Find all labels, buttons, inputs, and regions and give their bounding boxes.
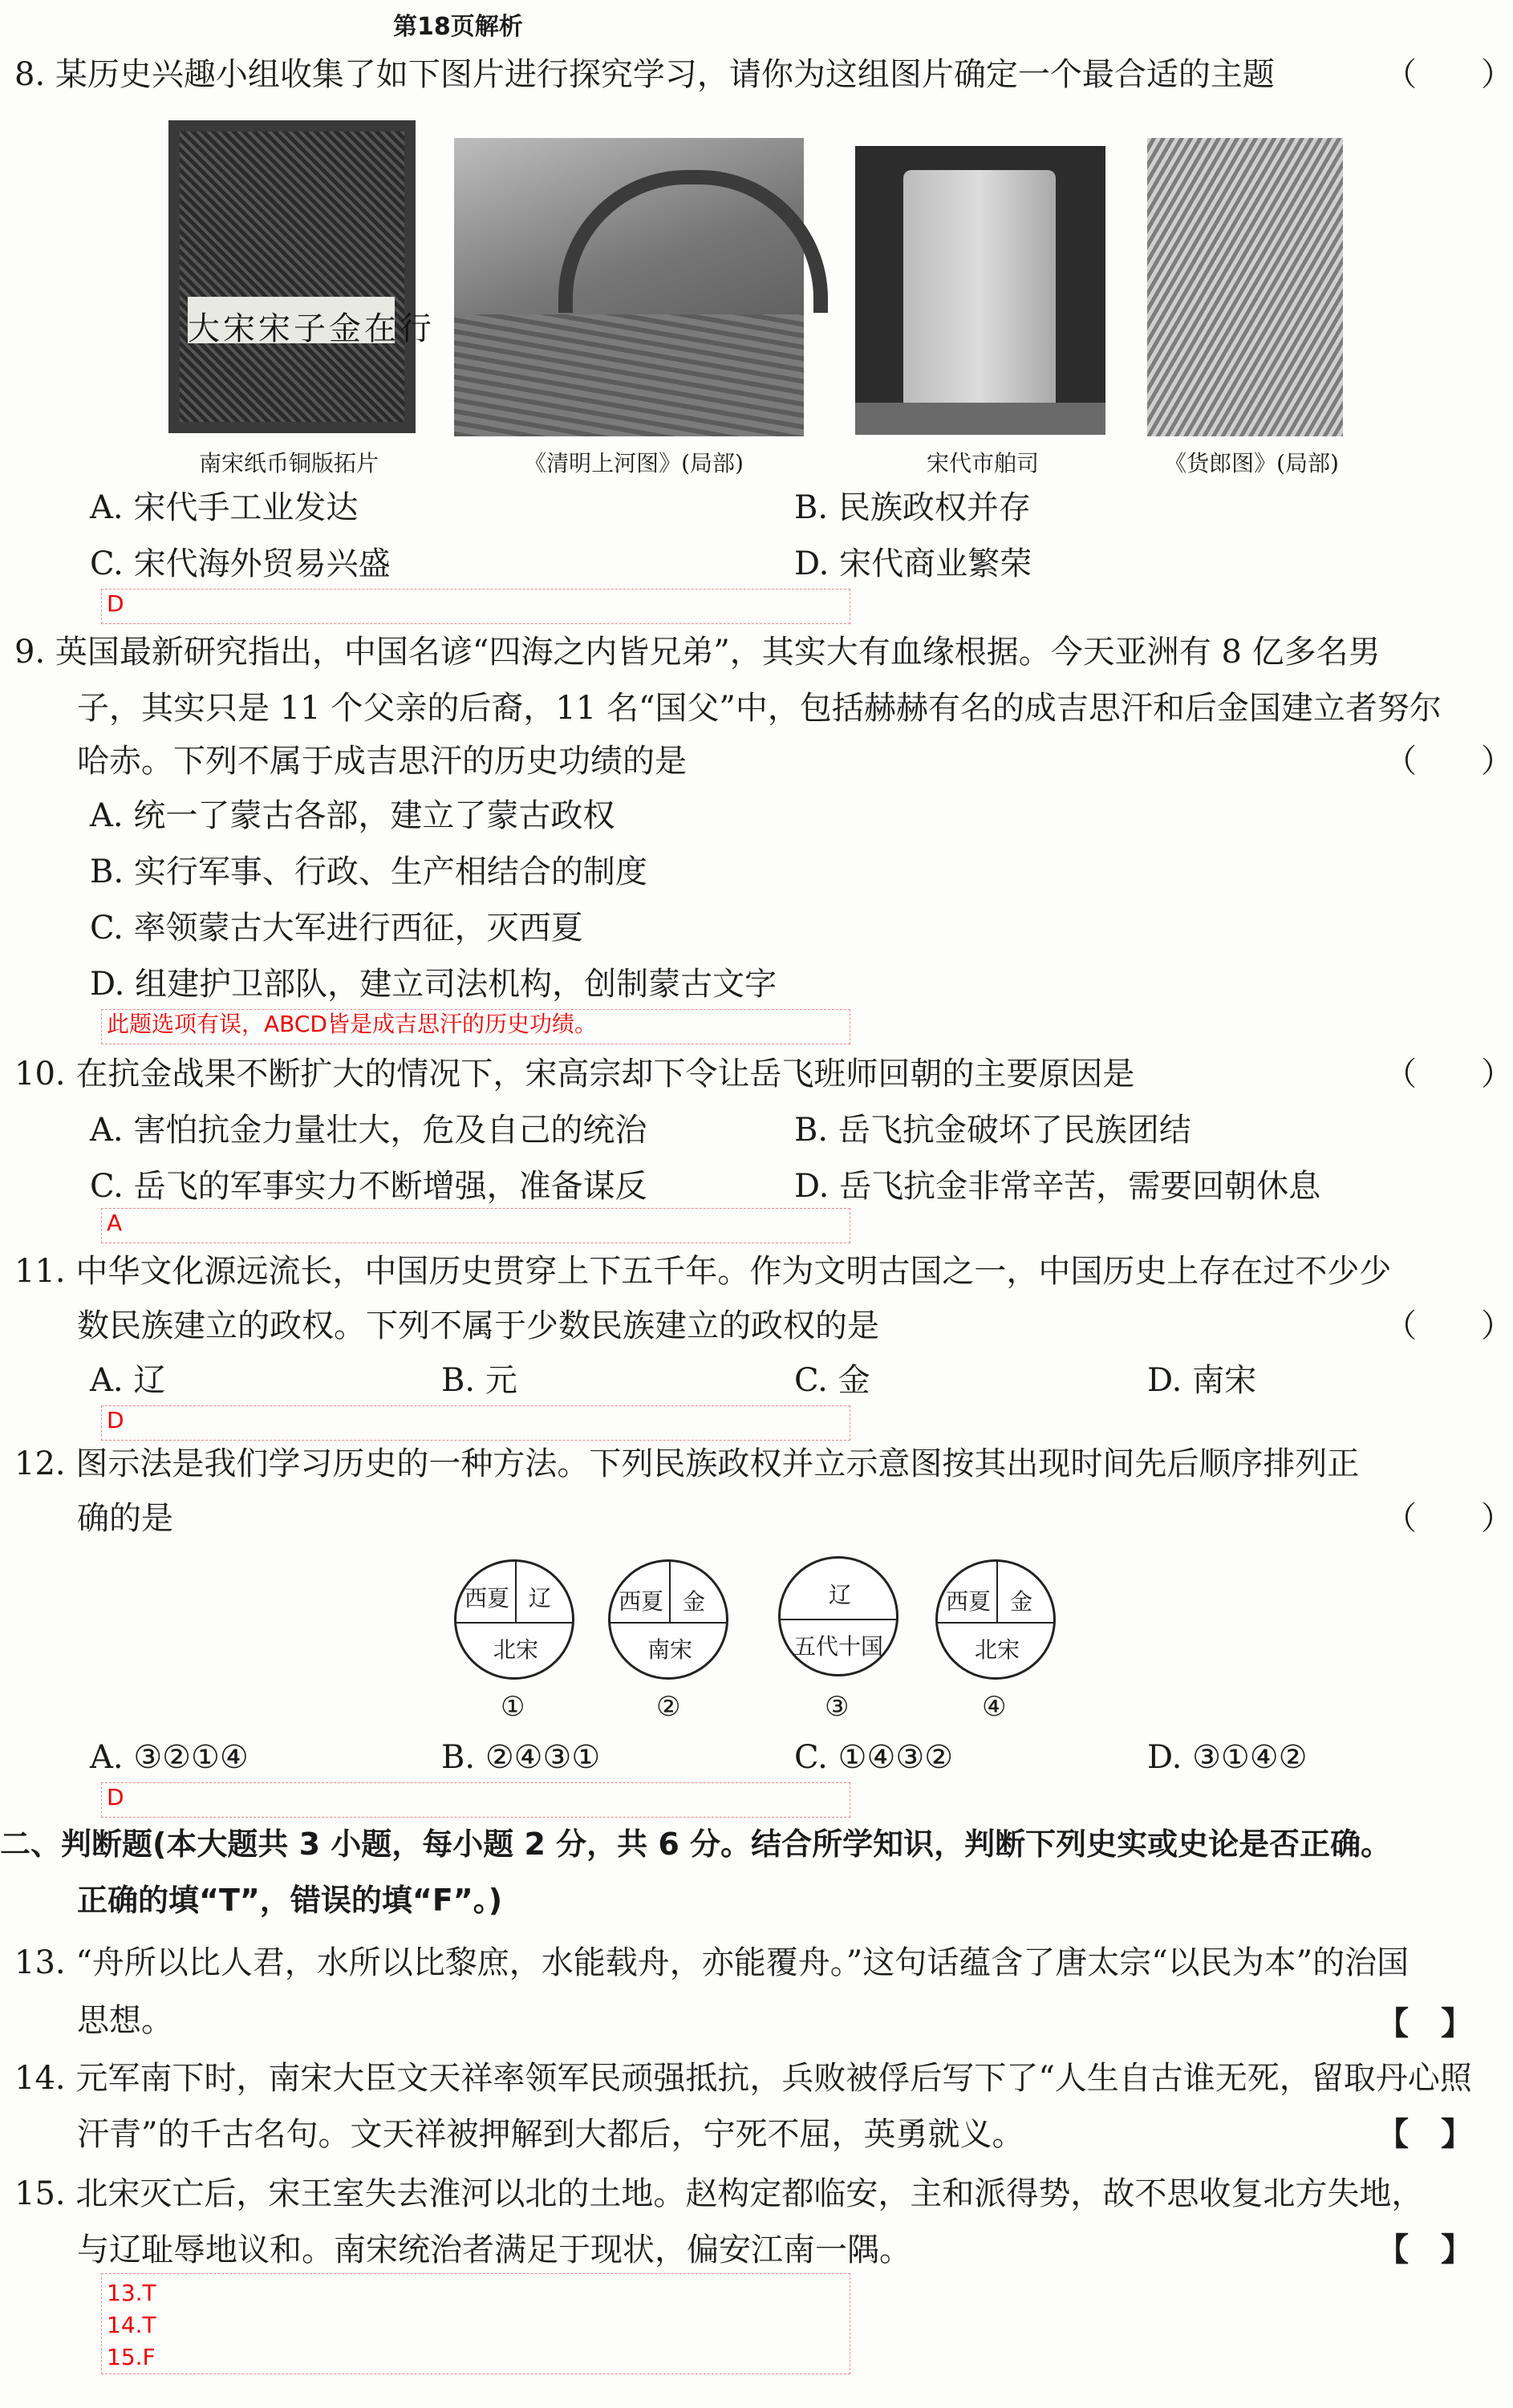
diagram-label: 辽 xyxy=(829,1582,852,1608)
question-14-stem: 14. 元军南下时，南宋大臣文天祥率领军民顽强抵抗，兵败被俘后写下了“人生自古谁无死，留取丹心照 xyxy=(14,2060,1472,2097)
option-b: B. ②④③① xyxy=(441,1739,601,1776)
question-13-stem: 13. “舟所以比人君，水所以比黎庶，水能载舟，亦能覆舟。”这句话蕴含了唐太宗“以民为本”的治国 xyxy=(14,1944,1410,1981)
judge-answer: 15.F xyxy=(107,2344,156,2370)
question-9-stem: 子，其实只是 11 个父亲的后裔，11 名“国父”中，包括赫赫有名的成吉思汗和后金国建立者努尔 xyxy=(77,690,1442,727)
option-d: D. 岳飞抗金非常辛苦，需要回朝休息 xyxy=(794,1168,1321,1205)
answer-paren: （ ） xyxy=(1385,1056,1513,1093)
answer-box: A xyxy=(101,1208,850,1243)
option-a: A. 辽 xyxy=(90,1362,166,1399)
answer-bracket: 【 】 xyxy=(1377,2115,1473,2153)
question-9-stem: 哈赤。下列不属于成吉思汗的历史功绩的是 xyxy=(77,743,687,780)
question-12-stem: 12. 图示法是我们学习历史的一种方法。下列民族政权并立示意图按其出现时间先后顺序排列正 xyxy=(14,1445,1360,1482)
shipping-office-stele-image xyxy=(855,146,1105,435)
option-c: C. 率领蒙古大军进行西征，灭西夏 xyxy=(90,910,583,947)
qingming-scroll-image xyxy=(454,138,804,436)
regime-diagram-2 xyxy=(608,1559,728,1680)
option-a: A. ③②①④ xyxy=(90,1739,249,1776)
option-c: C. 金 xyxy=(794,1362,870,1399)
option-b: B. 民族政权并存 xyxy=(794,489,1031,526)
question-15-stem: 与辽耻辱地议和。南宋统治者满足于现状，偏安江南一隅。 xyxy=(77,2232,911,2268)
diagram-label: 金 xyxy=(1010,1588,1033,1615)
answer-box: D xyxy=(101,1782,850,1818)
image-caption: 《清明上河图》(局部) xyxy=(524,450,744,476)
image-caption: 南宋纸币铜版拓片 xyxy=(198,450,379,476)
option-c: C. 宋代海外贸易兴盛 xyxy=(90,545,391,582)
diagram-label: 西夏 xyxy=(619,1588,664,1615)
peddler-painting-image xyxy=(1147,138,1343,436)
diagram-label: 金 xyxy=(683,1588,706,1615)
option-b: B. 岳飞抗金破坏了民族团结 xyxy=(794,1112,1191,1149)
question-9-stem: 9. 英国最新研究指出，中国名谚“四海之内皆兄弟”，其实大有血缘根据。今天亚洲有 8 亿多名男 xyxy=(14,634,1381,671)
question-11-stem: 11. 中华文化源远流长，中国历史贯穿上下五千年。作为文明古国之一，中国历史上存在过不少少 xyxy=(14,1253,1392,1290)
diagram-number: ③ xyxy=(825,1691,850,1723)
diagram-label: 北宋 xyxy=(493,1636,539,1663)
answer-box: D xyxy=(101,1405,850,1441)
diagram-label: 五代十国 xyxy=(793,1633,884,1660)
diagram-label: 南宋 xyxy=(647,1636,693,1663)
question-10-stem: 10. 在抗金战果不断扩大的情况下，宋高宗却下令让岳飞班师回朝的主要原因是 xyxy=(14,1056,1135,1093)
question-12-stem: 确的是 xyxy=(77,1500,173,1537)
diagram-label: 西夏 xyxy=(946,1588,992,1615)
question-14-stem: 汗青”的千古名句。文天祥被押解到大都后，宁死不屈，英勇就义。 xyxy=(77,2116,1024,2153)
diagram-number: ② xyxy=(656,1691,681,1723)
answer-paren: （ ） xyxy=(1385,1307,1513,1344)
image-caption: 《货郎图》(局部) xyxy=(1164,450,1339,476)
section-heading: 正确的填“T”，错误的填“F”。) xyxy=(77,1883,503,1918)
option-d: D. 宋代商业繁荣 xyxy=(794,545,1032,582)
banknote-text: 大宋宋子金在行 xyxy=(188,310,435,347)
answer-box: D xyxy=(101,589,850,624)
diagram-label: 辽 xyxy=(529,1585,552,1611)
answer-bracket: 【 】 xyxy=(1377,2231,1473,2268)
option-c: C. ①④③② xyxy=(794,1739,954,1776)
option-c: C. 岳飞的军事实力不断增强，准备谋反 xyxy=(90,1168,647,1205)
option-d: D. 组建护卫部队，建立司法机构，创制蒙古文字 xyxy=(90,966,777,1003)
banknote-rubbing-image xyxy=(168,120,435,433)
regime-diagram-3 xyxy=(778,1556,898,1676)
answer-paren: （ ） xyxy=(1385,743,1513,780)
option-d: D. 南宋 xyxy=(1147,1362,1257,1399)
judge-answer-box xyxy=(101,2273,850,2374)
answer-box: 此题选项有误，ABCD皆是成吉思汗的历史功绩。 xyxy=(101,1009,850,1044)
answer-paren: （ ） xyxy=(1385,56,1513,93)
regime-diagram-1 xyxy=(454,1559,574,1680)
question-13-stem: 思想。 xyxy=(77,2002,173,2039)
option-b: B. 实行军事、行政、生产相结合的制度 xyxy=(90,853,647,890)
option-a: A. 宋代手工业发达 xyxy=(90,489,359,526)
diagram-number: ① xyxy=(501,1691,525,1723)
answer-paren: （ ） xyxy=(1385,1500,1513,1537)
diagram-label: 北宋 xyxy=(975,1636,1020,1663)
question-15-stem: 15. 北宋灭亡后，宋王室失去淮河以北的土地。赵构定都临安，主和派得势，故不思收复北方失地， xyxy=(14,2175,1424,2212)
image-caption: 宋代市舶司 xyxy=(926,450,1039,476)
option-a: A. 害怕抗金力量壮大，危及自己的统治 xyxy=(90,1112,647,1149)
option-b: B. 元 xyxy=(441,1362,517,1399)
page-header: 第18页解析 xyxy=(393,13,523,41)
answer-bracket: 【 】 xyxy=(1377,2005,1473,2042)
diagram-label: 西夏 xyxy=(464,1585,510,1611)
option-a: A. 统一了蒙古各部，建立了蒙古政权 xyxy=(90,797,615,834)
section-heading: 二、判断题(本大题共 3 小题，每小题 2 分，共 6 分。结合所学知识，判断下列史实或史论是否正确。 xyxy=(0,1826,1392,1862)
regime-diagram-4 xyxy=(935,1559,1056,1680)
option-d: D. ③①④② xyxy=(1147,1739,1308,1776)
question-8-stem: 8. 某历史兴趣小组收集了如下图片进行探究学习，请你为这组图片确定一个最合适的主题 xyxy=(14,56,1275,93)
question-11-stem: 数民族建立的政权。下列不属于少数民族建立的政权的是 xyxy=(77,1307,879,1344)
judge-answer: 14.T xyxy=(107,2312,156,2338)
judge-answer: 13.T xyxy=(107,2280,156,2306)
diagram-number: ④ xyxy=(982,1691,1007,1723)
